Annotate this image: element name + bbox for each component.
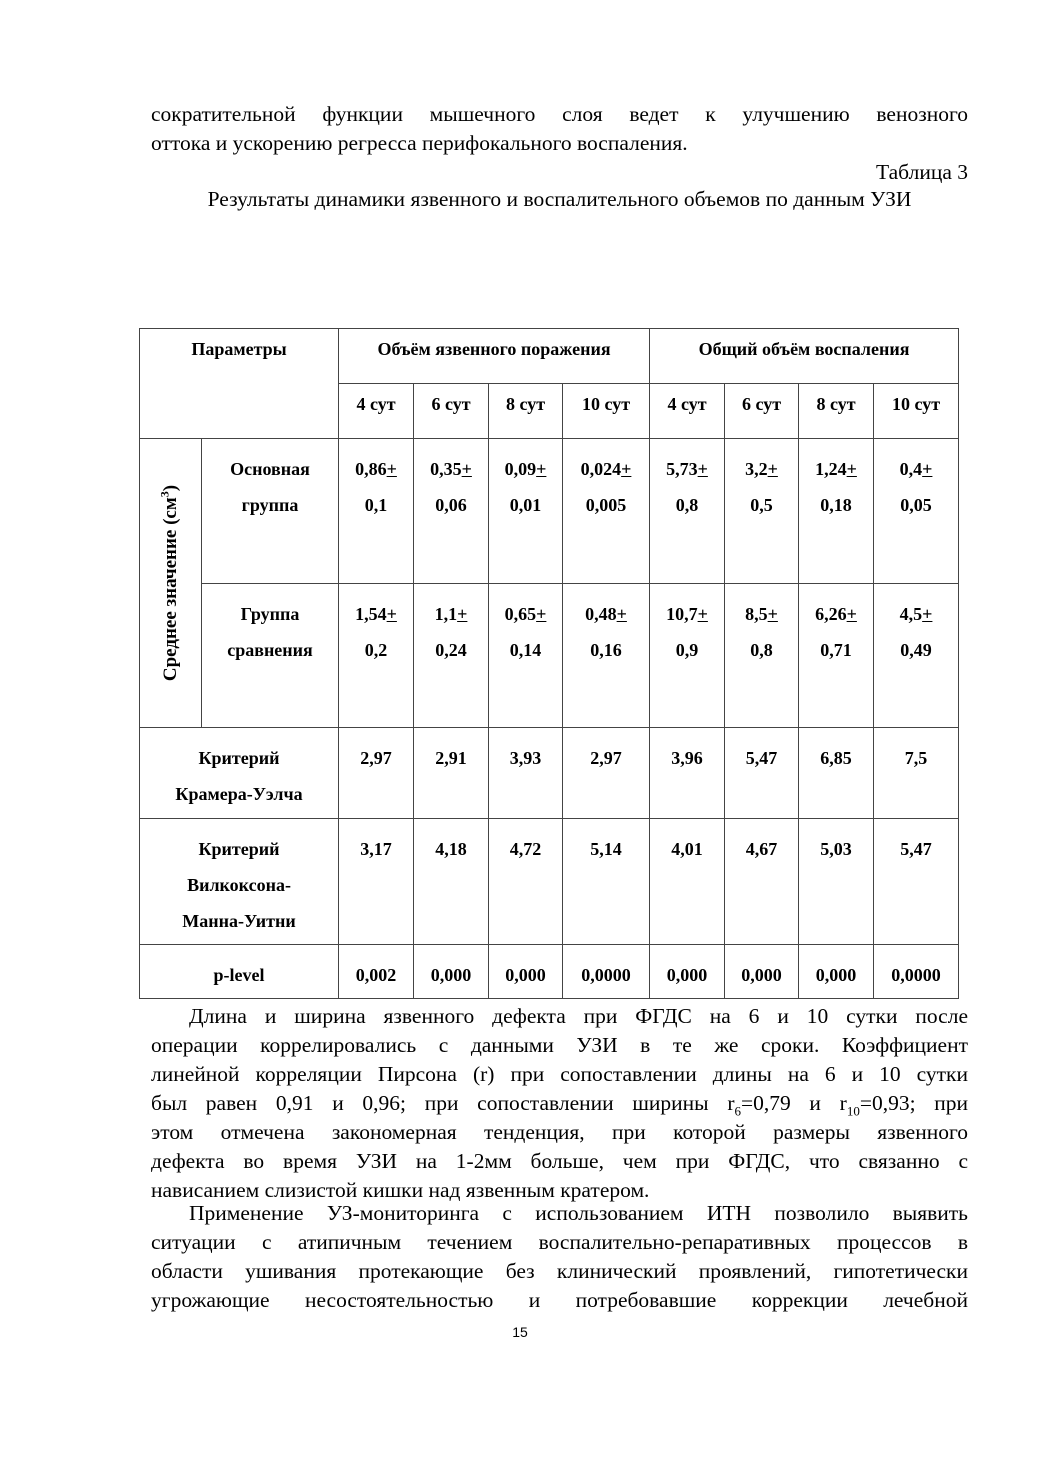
day-header: 8 сут [799,384,874,439]
params-header: Параметры [140,329,339,439]
table-cell: 7,5 [874,728,959,819]
table-cell: 2,91 [414,728,489,819]
table-cell: 0,000 [725,945,799,999]
ulcer-volume-header: Объём язвенного поражения [339,329,650,384]
day-header: 6 сут [414,384,489,439]
table-number: Таблица 3 [876,160,968,184]
p-level-row [140,945,959,999]
wilcoxon-row [140,819,959,945]
table-cell: 8,5+ 0,8 [725,583,799,728]
day-header: 4 сут [339,384,414,439]
day-header: 6 сут [725,384,799,439]
text-line: нависанием слизистой кишки над язвенным кратером. [151,1178,650,1202]
day-header: 4 сут [650,384,725,439]
day-header: 8 сут [489,384,563,439]
row-label: p-level [140,945,339,999]
table-cell: 3,96 [650,728,725,819]
table-cell: 2,97 [339,728,414,819]
text-line: дефекта во время УЗИ на 1-2мм больше, чем при ФГДС, что связанно с [151,1149,968,1173]
text-line: операции коррелировались с данными УЗИ в те же сроки. Коэффициент [151,1033,968,1057]
day-header: 10 сут [874,384,959,439]
table-cell: 0,000 [489,945,563,999]
table-cell: 3,93 [489,728,563,819]
day-header: 10 сут [563,384,650,439]
table-cell: 0,65+ 0,14 [489,583,563,728]
text-line: был равен 0,91 и 0,96; при сопоставлении ширины $r_6=0,79$ и $r_{10}=0,93$; при [151,1091,968,1119]
table-cell: 0,000 [414,945,489,999]
text-line: области ушивания протекающие без клинический проявлений, гипотетически [151,1259,968,1283]
table-cell: 0,35+ 0,06 [414,439,489,584]
table-cell: 3,17 [339,819,414,945]
text-line: угрожающие несостоятельностью и потребовавшие коррекции лечебной [151,1288,968,1312]
text-line: линейной корреляции Пирсона (r) при сопоставлении длины на 6 и 10 сутки [151,1062,968,1086]
table-cell: 1,54+ 0,2 [339,583,414,728]
table-cell: 6,85 [799,728,874,819]
table-title: Результаты динамики язвенного и воспалительного объемов по данным УЗИ [207,187,912,211]
inflammation-volume-header: Общий объём воспаления [650,329,959,384]
table-cell: 0,002 [339,945,414,999]
table-cell: 0,0000 [563,945,650,999]
row-label: Группа сравнения [202,583,339,728]
table-cell: 4,01 [650,819,725,945]
table-cell: 10,7+ 0,9 [650,583,725,728]
table-cell: 4,67 [725,819,799,945]
compare-group-row [140,583,959,728]
table-cell: 0,86+ 0,1 [339,439,414,584]
table-cell: 0,000 [650,945,725,999]
table-cell: 2,97 [563,728,650,819]
row-label: Критерий Крамера-Уэлча [140,728,339,819]
table-cell: 5,14 [563,819,650,945]
table-cell: 0,48+ 0,16 [563,583,650,728]
table-cell: 5,47 [874,819,959,945]
table-cell: 0,4+ 0,05 [874,439,959,584]
text-line: сократительной функции мышечного слоя ведет к улучшению венозного [151,102,968,126]
table-cell: 4,18 [414,819,489,945]
text-line: ситуации с атипичным течением воспалительно-репаративных процессов в [151,1230,968,1254]
table-cell: 5,03 [799,819,874,945]
table-cell: 5,47 [725,728,799,819]
body-paragraph [151,1199,968,1315]
table-cell: 0,024+ 0,005 [563,439,650,584]
table-cell: 0,09+ 0,01 [489,439,563,584]
text-line: Длина и ширина язвенного дефекта при ФГДС на 6 и 10 сутки после [189,1004,968,1028]
table-cell: 3,2+ 0,5 [725,439,799,584]
text-line: Применение УЗ-мониторинга с использованием ИТН позволило выявить [189,1201,968,1225]
table-cell: 0,000 [799,945,874,999]
table-cell: 1,1+ 0,24 [414,583,489,728]
page-number: 15 [512,1324,528,1340]
table-cell: 1,24+ 0,18 [799,439,874,584]
intro-paragraph [151,100,968,158]
table-cell: 5,73+ 0,8 [650,439,725,584]
row-label: Основная группа [202,439,339,584]
cramer-welch-row [140,728,959,819]
table-cell: 4,72 [489,819,563,945]
table-cell: 6,26+ 0,71 [799,583,874,728]
vertical-label: Среднее значение $(см^3)$ [157,484,181,682]
table-cell: 4,5+ 0,49 [874,583,959,728]
body-paragraph [151,1002,968,1205]
results-table [139,328,959,999]
text-line: оттока и ускорению регресса перифокального воспаления. [151,131,688,155]
table-cell: 0,0000 [874,945,959,999]
text-line: этом отмечена закономерная тенденция, при которой размеры язвенного [151,1120,968,1144]
main-group-row [140,439,959,584]
row-label: Критерий Вилкоксона- Манна-Уитни [140,819,339,945]
vertical-label-cell [140,439,202,728]
